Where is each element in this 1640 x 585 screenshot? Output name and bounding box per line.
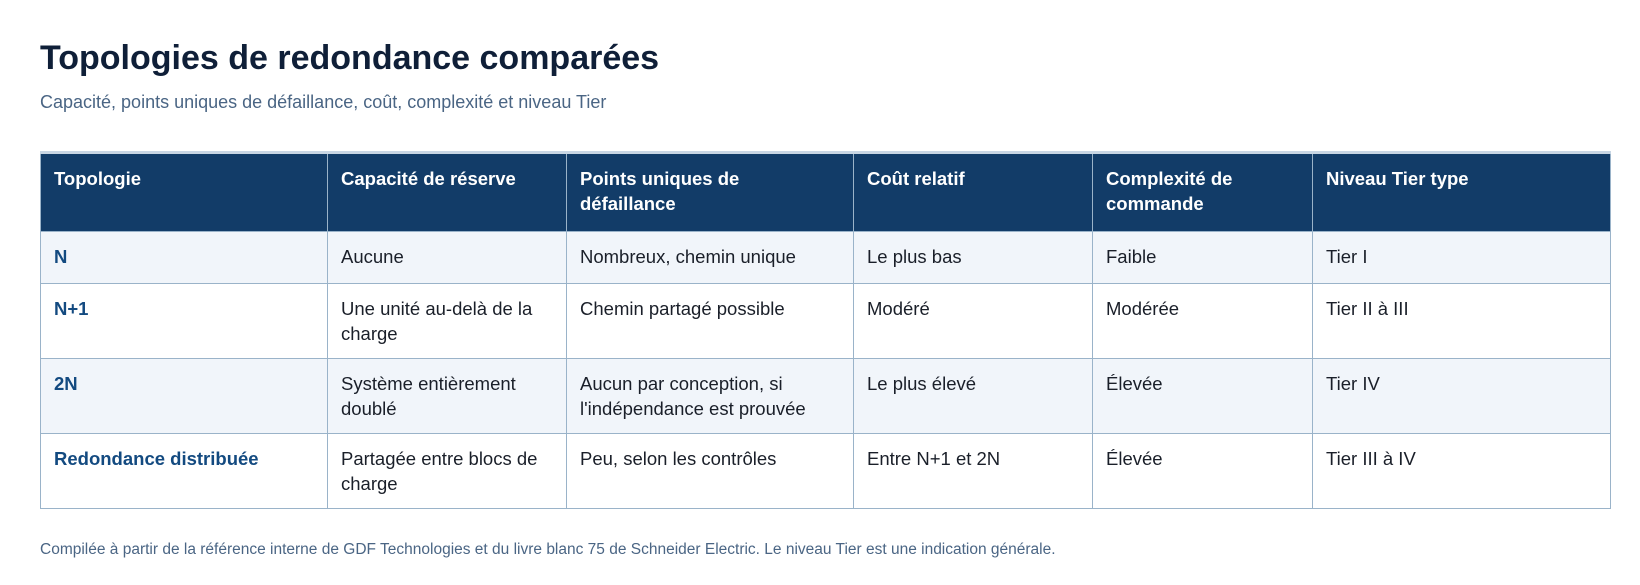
table-row xyxy=(41,232,1611,284)
cell-tier-level: Tier II à III xyxy=(1313,284,1611,359)
column-header-topology: Topologie xyxy=(41,153,328,232)
column-header-control-complexity: Complexité de commande xyxy=(1093,153,1313,232)
cell-reserve-capacity: Système entièrement doublé xyxy=(328,359,567,434)
cell-control-complexity: Modérée xyxy=(1093,284,1313,359)
cell-single-points-of-failure: Peu, selon les contrôles xyxy=(567,434,854,509)
cell-control-complexity: Élevée xyxy=(1093,359,1313,434)
cell-single-points-of-failure: Chemin partagé possible xyxy=(567,284,854,359)
cell-single-points-of-failure: Nombreux, chemin unique xyxy=(567,232,854,284)
cell-tier-level: Tier I xyxy=(1313,232,1611,284)
cell-relative-cost: Le plus bas xyxy=(854,232,1093,284)
cell-relative-cost: Entre N+1 et 2N xyxy=(854,434,1093,509)
cell-topology: 2N xyxy=(41,359,328,434)
table-row xyxy=(41,359,1611,434)
cell-control-complexity: Élevée xyxy=(1093,434,1313,509)
cell-reserve-capacity: Une unité au-delà de la charge xyxy=(328,284,567,359)
comparison-table xyxy=(40,151,1611,509)
table-header-row xyxy=(41,153,1611,232)
page xyxy=(0,0,1640,114)
column-header-tier-level: Niveau Tier type xyxy=(1313,153,1611,232)
table-row xyxy=(41,434,1611,509)
cell-tier-level: Tier III à IV xyxy=(1313,434,1611,509)
cell-reserve-capacity: Partagée entre blocs de charge xyxy=(328,434,567,509)
cell-topology: N xyxy=(41,232,328,284)
column-header-reserve-capacity: Capacité de réserve xyxy=(328,153,567,232)
cell-relative-cost: Modéré xyxy=(854,284,1093,359)
cell-control-complexity: Faible xyxy=(1093,232,1313,284)
cell-tier-level: Tier IV xyxy=(1313,359,1611,434)
table-body xyxy=(41,232,1611,509)
cell-relative-cost: Le plus élevé xyxy=(854,359,1093,434)
column-header-single-points-of-failure: Points uniques de défaillance xyxy=(567,153,854,232)
table-header xyxy=(41,153,1611,232)
cell-reserve-capacity: Aucune xyxy=(328,232,567,284)
cell-topology: Redondance distribuée xyxy=(41,434,328,509)
source-footnote: Compilée à partir de la référence interne de GDF Technologies et du livre blanc 75 de Schneider Electric. Le niveau Tier est une indication générale. xyxy=(40,541,1056,558)
page-subtitle: Capacité, points uniques de défaillance, coût, complexité et niveau Tier xyxy=(40,92,607,112)
cell-topology: N+1 xyxy=(41,284,328,359)
cell-single-points-of-failure: Aucun par conception, si l'indépendance est prouvée xyxy=(567,359,854,434)
page-title: Topologies de redondance comparées xyxy=(40,39,660,77)
table-row xyxy=(41,284,1611,359)
column-header-relative-cost: Coût relatif xyxy=(854,153,1093,232)
